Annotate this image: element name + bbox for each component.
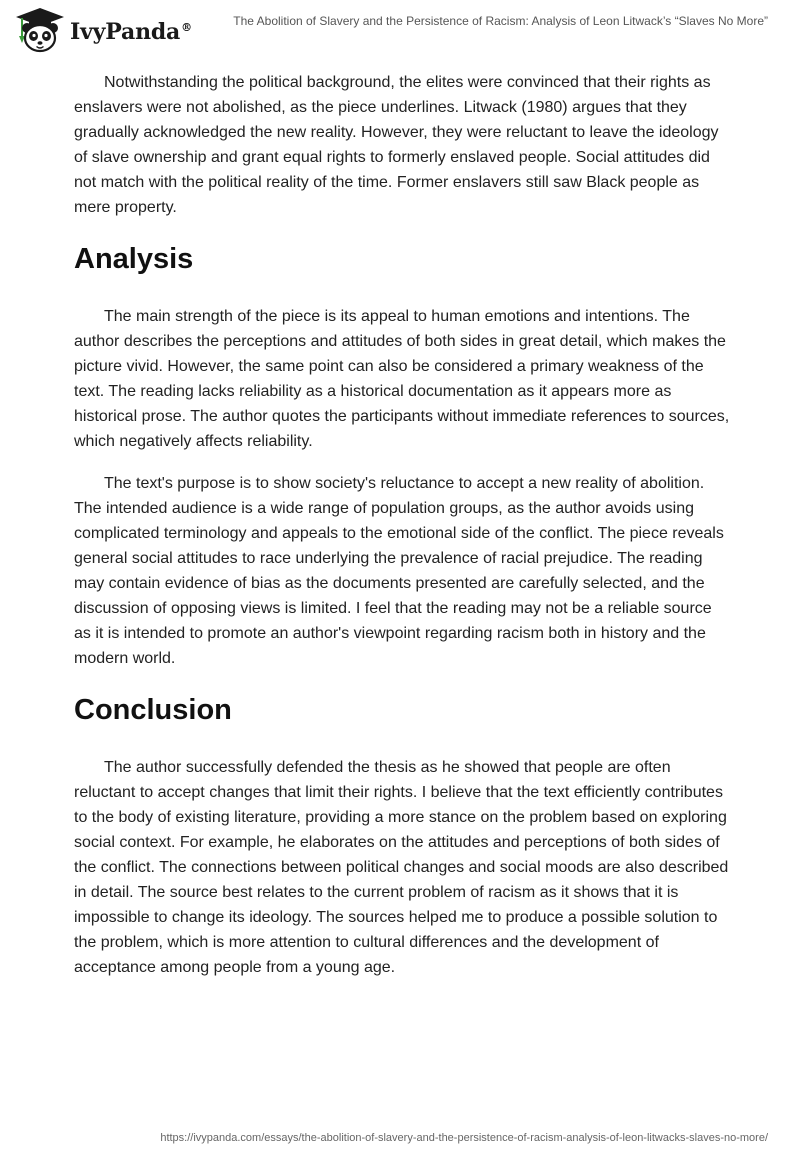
registered-mark: ® (181, 20, 192, 34)
page-header (0, 0, 800, 60)
conclusion-heading: Conclusion (74, 694, 232, 726)
analysis-paragraph-2: The text's purpose is to show society's reluctance to accept a new reality of abolition. The intended audience is a wide range of population groups, as the author avoids using complicated terminology and appeals to the emotional side of the conflict. The piece reveals general social attitudes to race underlying the prevalence of racial prejudice. The reading may contain evidence of bias as the documents presented are carefully selected, and the discussion of opposing views is limited. I feel that the reading may not be a reliable source as it is intended to promote an author's viewpoint regarding racism both in history and the modern world. (74, 475, 724, 667)
document-title: The Abolition of Slavery and the Persistence of Racism: Analysis of Leon Litwack’s “Slaves No More” (233, 14, 768, 28)
brand-name: IvyPanda® (70, 19, 192, 45)
analysis-paragraph-1: The main strength of the piece is its appeal to human emotions and intentions. The author describes the perceptions and attitudes of both sides in great detail, which makes the picture vivid. However, the same point can also be considered a primary weakness of the text. The reading lacks reliability as a historical documentation as it appears more as historical prose. The author quotes the participants without immediate references to sources, which negatively affects reliability. (74, 308, 730, 450)
panda-graduate-icon (14, 6, 66, 54)
analysis-heading: Analysis (74, 243, 194, 275)
intro-paragraph: Notwithstanding the political background, the elites were convinced that their rights as enslavers were not abolished, as the piece underlines. Litwack (1980) argues that they gradually acknowledged the new reality. However, they were reluctant to leave the ideology of slave ownership and grant equal rights to formerly enslaved people. Social attitudes did not match with the political reality of the time. Former enslavers still saw Black people as mere property. (74, 74, 719, 216)
conclusion-paragraph: The author successfully defended the thesis as he showed that people are often reluctant to accept changes that limit their rights. I believe that the text efficiently contributes to the body of existing literature, providing a more stance on the problem based on exploring social context. For example, he elaborates on the attitudes and perceptions of both sides of the conflict. The connections between political changes and social moods are also described in detail. The source best relates to the current problem of racism as it shows that it is impossible to change its ideology. The sources helped me to produce a possible solution to the problem, which is more attention to cultural differences and the development of acceptance among people from a young age. (74, 759, 729, 976)
essay-body (74, 70, 730, 997)
source-url-link[interactable]: https://ivypanda.com/essays/the-abolition-of-slavery-and-the-persistence-of-racism-analysis-of-leon-litwacks-slaves-no-more/ (160, 1132, 768, 1144)
ivypanda-logo[interactable] (14, 6, 192, 54)
